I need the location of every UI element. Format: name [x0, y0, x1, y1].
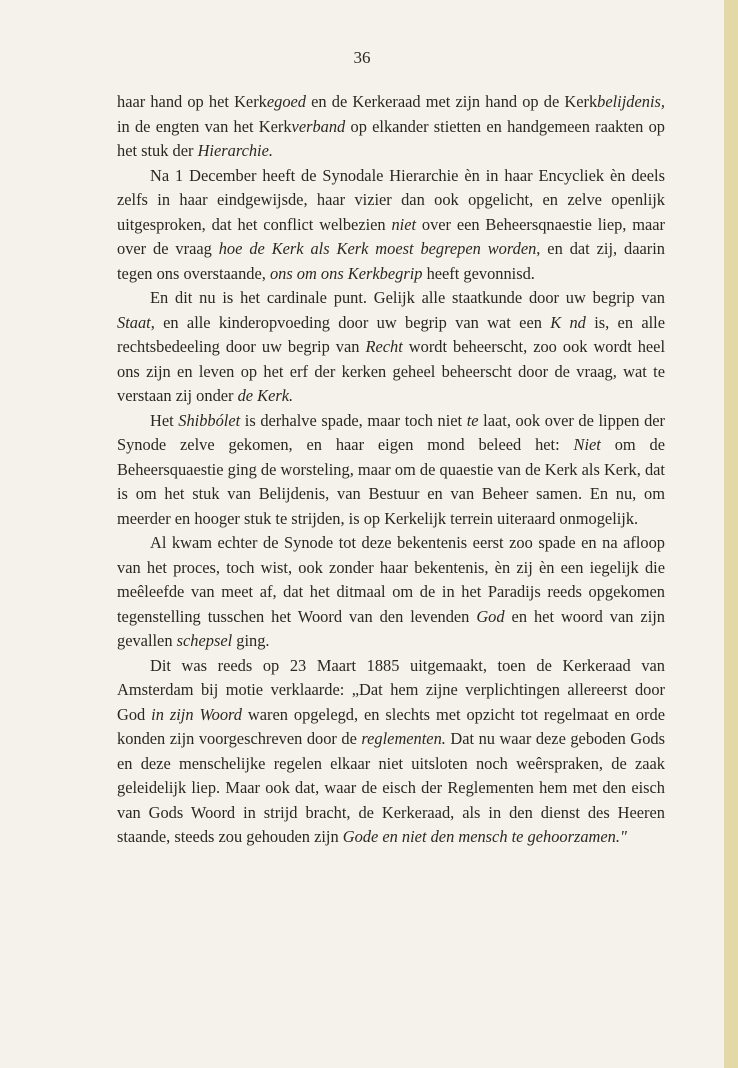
italic-text: egoed [266, 92, 306, 111]
italic-text: ons om ons Kerkbegrip [269, 263, 423, 283]
paragraph: Het Shibbólet is derhalve spade, maar toch niet te laat, ook over de lippen der Synode zelve gekomen, en haar eigen mond beleed het: Niet om de Beheersquaestie ging de worsteling, maar om de quaestie van de Kerk als Kerk, dat is om het stuk van Belijdenis, van Bestuur en van Beheer samen. En nu, om meerder en hooger stuk te strijden, is op Kerkelijk terrein uiteraard onmogelijk. [117, 410, 665, 528]
italic-text: God [476, 606, 505, 626]
paragraph: haar hand op het Kerkegoed en de Kerkeraad met zijn hand op de Kerkbelijdenis, in de engten van het Kerkverband op elkander stietten en handgemeen raakten op het stuk der Hierarchie. [117, 92, 665, 160]
italic-text: hoe de Kerk als Kerk moest begrepen worden [218, 239, 537, 258]
italic-text: niet [391, 214, 417, 234]
italic-text: te [466, 410, 479, 430]
italic-text: K nd [550, 312, 586, 332]
italic-text: Gode en niet den mensch te gehoorzamen." [342, 827, 627, 846]
italic-text: in zijn Woord [151, 704, 242, 724]
paragraph: Al kwam echter de Synode tot deze bekentenis eerst zoo spade en na afloop van het proces, toch wist, ook zonder haar bekentenis, èn zij èn een iegelijk die meêleefde van meet af, dat het ditmaal om de in het Paradijs reeds opgekomen tegenstelling tusschen het Woord van den levenden God en het woord van zijn gevallen schepsel ging. [117, 533, 665, 650]
italic-text: Niet [573, 435, 601, 454]
italic-text: reglementen. [361, 729, 446, 748]
italic-text: Hierarchie. [197, 141, 273, 160]
italic-text: Recht [365, 337, 403, 356]
italic-text: schepsel [176, 631, 233, 650]
body-text [117, 90, 665, 850]
paragraph: En dit nu is het cardinale punt. Gelijk alle staatkunde door uw begrip van Staat, en alle kinderopvoeding door uw begrip van wat een K nd is, en alle rechtsbedeeling door uw begrip van Recht wordt beheerscht, zoo ook wordt heel ons zijn en leven op het erf der kerken geheel beheerscht door de vraag, wat te verstaan zij onder de Kerk. [117, 288, 666, 405]
paragraph: Na 1 December heeft de Synodale Hierarchie èn in haar Encycliek èn deels zelfs in haar eindgewijsde, haar vizier dan ook opgelicht, en zelve openlijk uitgesproken, dat het conflict welbezien niet over een Beheersqnaestie liep, maar over de vraag hoe de Kerk als Kerk moest begrepen worden, en dat zij, daarin tegen ons overstaande, ons om ons Kerkbegrip heeft gevonnisd. [117, 165, 665, 283]
italic-text: Shibbólet [178, 410, 241, 430]
italic-text: Staat [117, 312, 151, 332]
paragraph: Dit was reeds op 23 Maart 1885 uitgemaakt, toen de Kerkeraad van Amsterdam bij motie verklaarde: „Dat hem zijne verplichtingen allereerst door God in zijn Woord waren opgelegd, en slechts met opzicht tot regelmaat en orde konden zijn voorgeschreven door de reglementen. Dat nu waar deze geboden Gods en deze menschelijke regelen elkaar niet uitsloten noch weêrspraken, de zaak geleidelijk liep. Maar ook dat, waar de eisch der Reglementen hem met den eisch van Gods Woord in strijd bracht, de Kerkeraad, als in den dienst des Heeren staande, steeds zou gehouden zijn Gode en niet den mensch te gehoorzamen." [117, 655, 665, 846]
page-number: 36 [353, 48, 371, 67]
italic-text: belijdenis, [597, 92, 665, 111]
italic-text: de Kerk. [237, 386, 294, 405]
page-edge [724, 0, 738, 1068]
italic-text: verband [291, 116, 346, 136]
